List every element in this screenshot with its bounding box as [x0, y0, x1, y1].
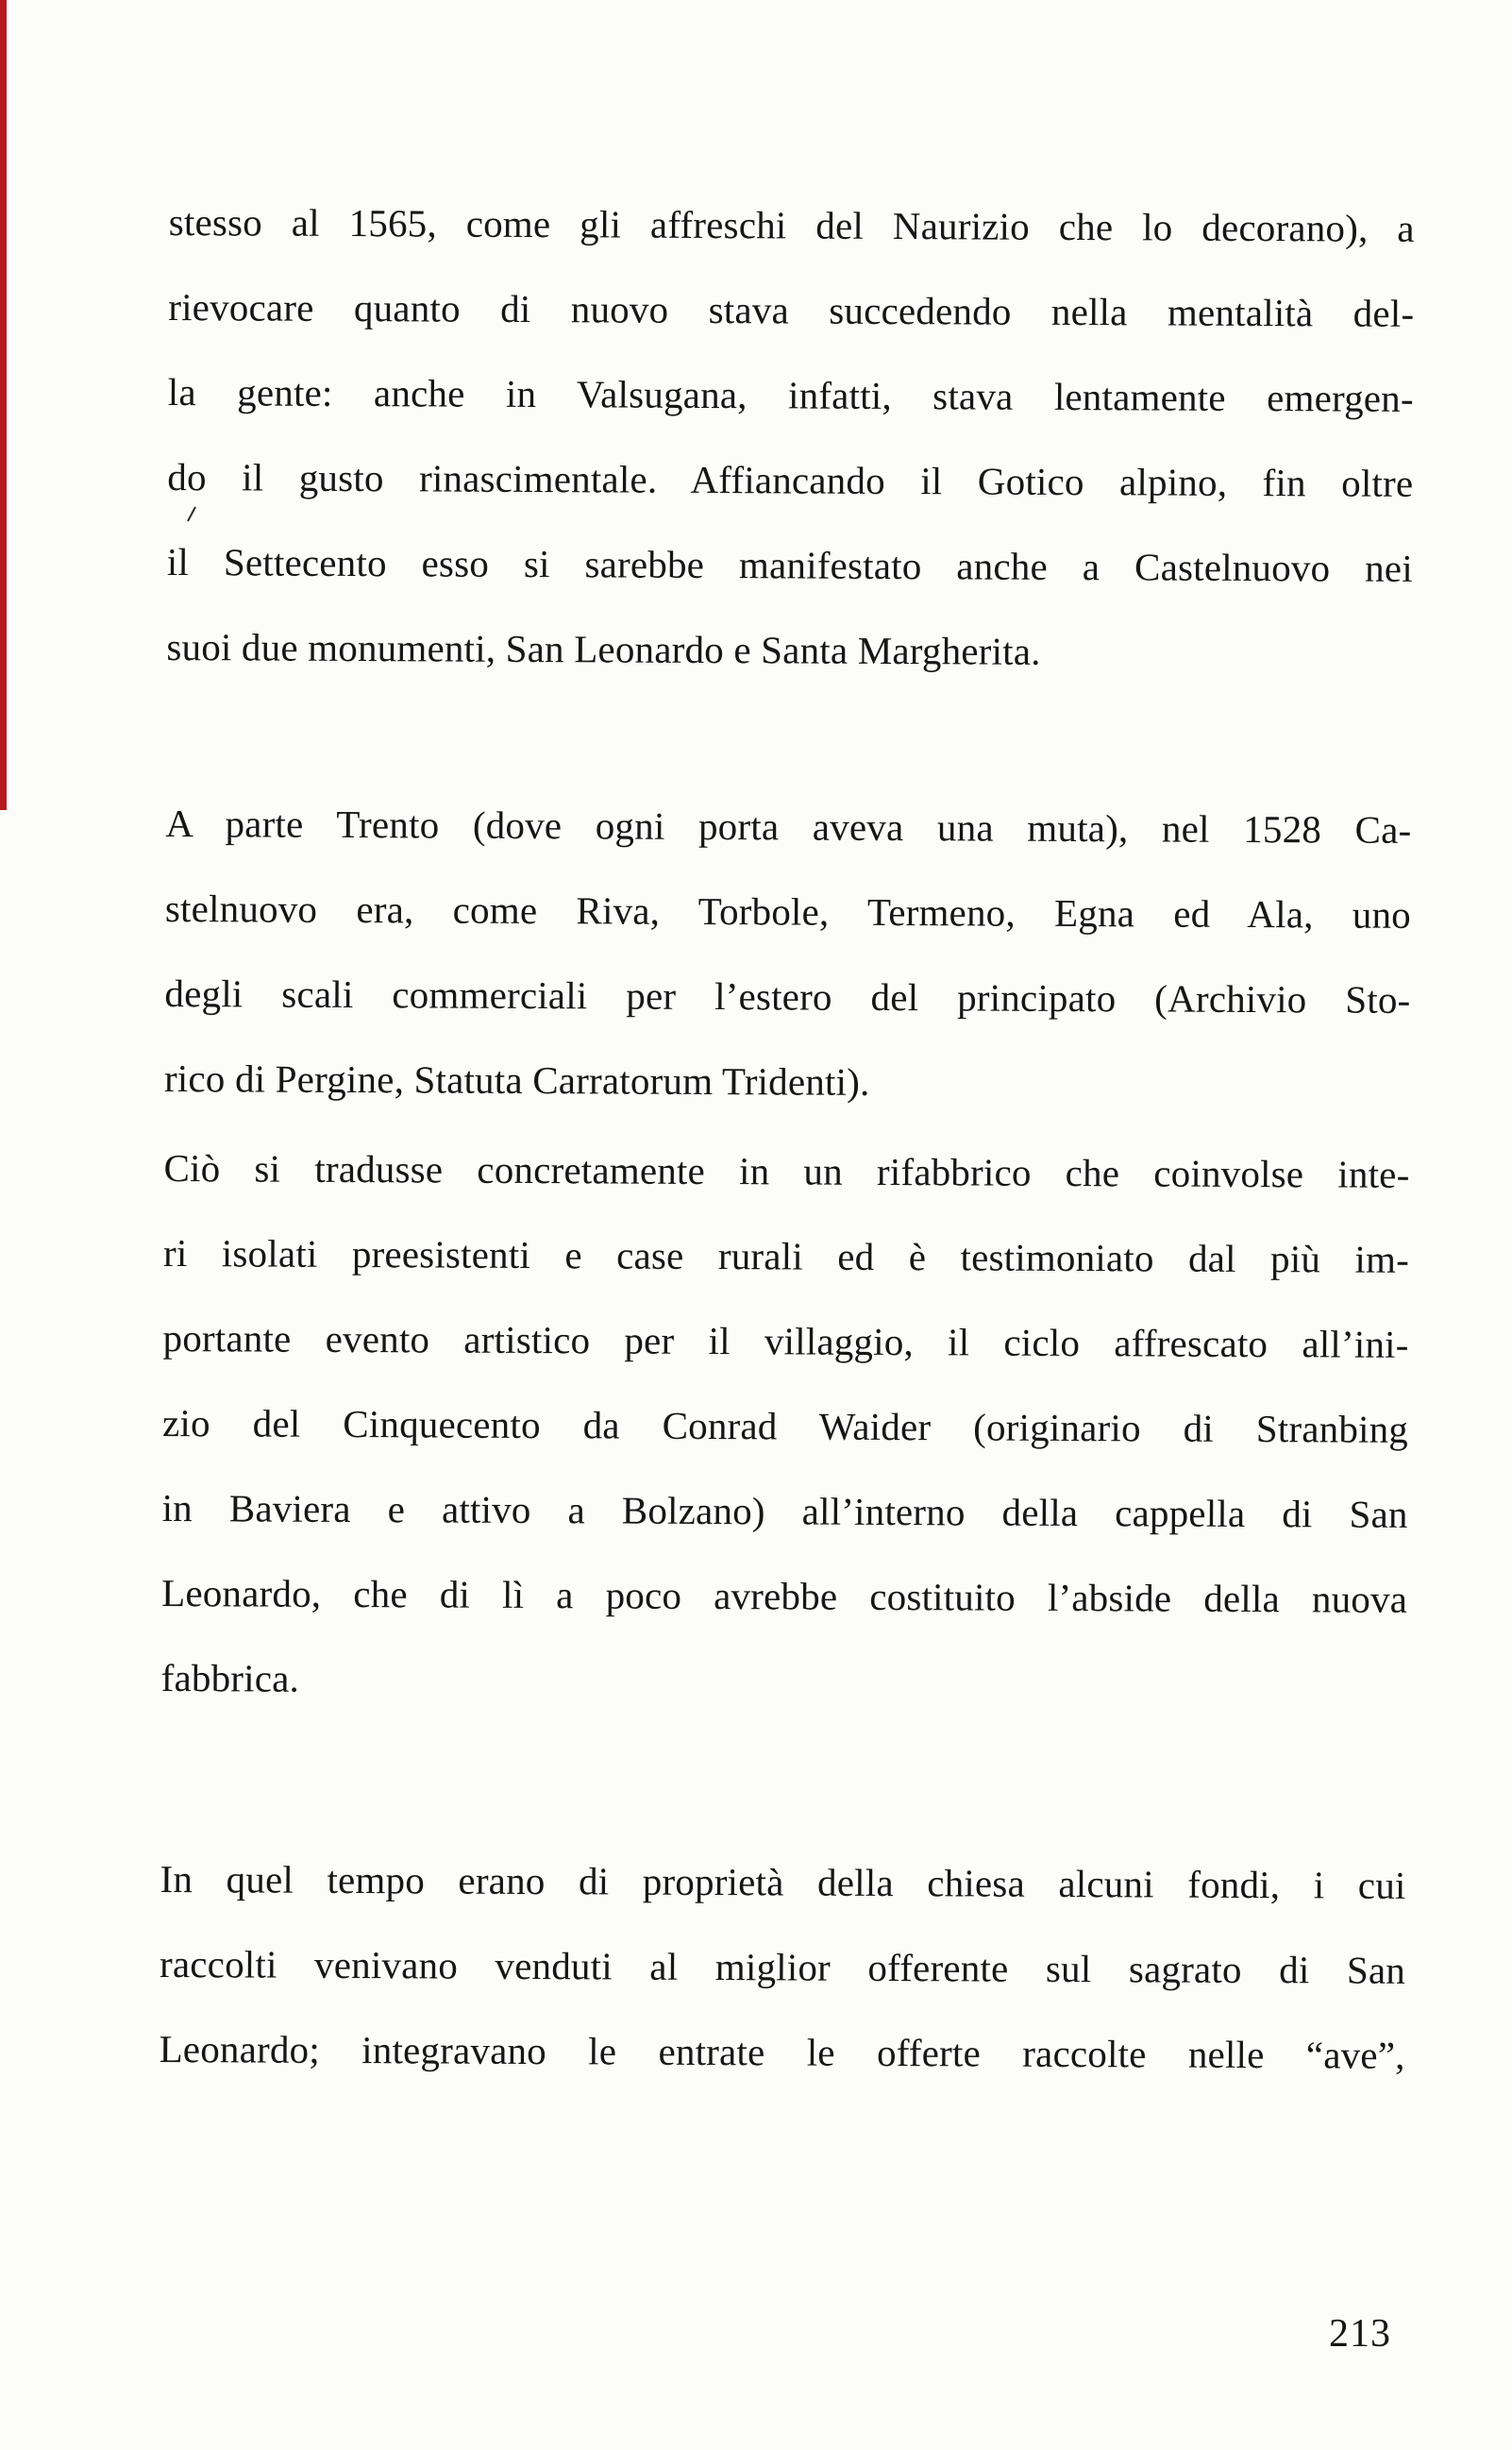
- text-line: stesso al 1565, come gli affreschi del Naurizio che lo decorano), a: [168, 199, 1415, 250]
- text-line: Ciò si tradusse concretamente in un rifabbrico che coinvolse inte-: [163, 1145, 1410, 1196]
- text-line: suoi due monumenti, San Leonardo e Santa Margherita.: [166, 624, 1041, 673]
- text-line: do il gusto rinascimentale. Affiancando il Gotico alpino, fin oltre: [167, 454, 1414, 505]
- text-line: stelnuovo era, come Riva, Torbole, Termeno, Egna ed Ala, uno: [164, 886, 1412, 937]
- text-line: fabbrica.: [160, 1655, 300, 1700]
- text-line: degli scali commerciali per l’estero del principato (Archivio Sto-: [164, 971, 1411, 1022]
- text-line: Leonardo; integravano le entrate le offerte raccolte nelle “ave”,: [159, 2026, 1405, 2077]
- text-line: portante evento artistico per il villaggio, il ciclo affrescato all’ini-: [162, 1315, 1409, 1366]
- paragraph-2: [164, 781, 1412, 1127]
- text-line: il Settecento esso si sarebbe manifestato anche a Castelnuovo nei: [166, 539, 1413, 590]
- text-line: rico di Pergine, Statuta Carratorum Tridenti).: [163, 1056, 870, 1104]
- text-line: rievocare quanto di nuovo stava succedendo nella mentalità del-: [168, 284, 1415, 335]
- text-line: Leonardo, che di lì a poco avrebbe costituito l’abside della nuova: [161, 1570, 1408, 1621]
- text-line: in Baviera e attivo a Bolzano) all’interno della cappella di San: [161, 1485, 1408, 1536]
- page-number: 213: [1329, 2312, 1391, 2356]
- paragraph-3: [160, 1125, 1409, 1727]
- paragraph-1: [166, 179, 1415, 696]
- paragraph-4: [159, 1836, 1405, 2098]
- text-line: A parte Trento (dove ogni porta aveva una muta), nel 1528 Ca-: [165, 801, 1412, 852]
- text-line: In quel tempo erano di proprietà della chiesa alcuni fondi, i cui: [160, 1856, 1406, 1907]
- text-line: la gente: anche in Valsugana, infatti, stava lentamente emergen-: [167, 369, 1414, 420]
- text-line: raccolti venivano venduti al miglior offerente sul sagrato di San: [159, 1941, 1406, 1992]
- text-line: ri isolati preesistenti e case rurali ed è testimoniato dal più im-: [162, 1230, 1410, 1281]
- text-line: zio del Cinquecento da Conrad Waider (originario di Stranbing: [161, 1400, 1409, 1451]
- text-column: [159, 0, 1416, 2098]
- scan-edge-artifact: [0, 0, 7, 810]
